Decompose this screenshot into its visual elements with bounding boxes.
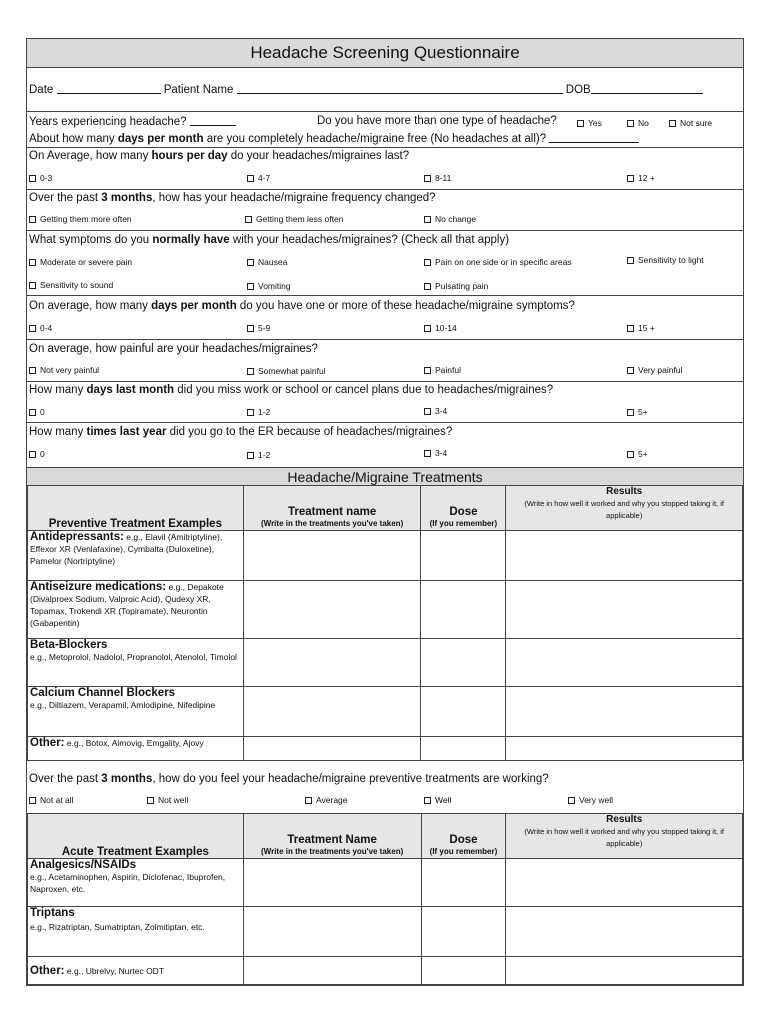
acute-col-dose: Dose (If you remember) xyxy=(421,814,506,859)
missed-option-5-plus[interactable]: 5+ xyxy=(627,407,648,417)
dose-cell[interactable] xyxy=(421,737,506,761)
pain-option-not-very[interactable]: Not very painful xyxy=(29,365,99,375)
preventive-col-examples: Preventive Treatment Examples xyxy=(28,486,244,531)
date-label: Date xyxy=(29,84,54,96)
preventive-row-antidepressants: Antidepressants: e.g., Elavil (Amitriptyline), Effexor XR (Venlafaxine), Cymbalta (Duloxetine), Pamelor (Nortriptyline) xyxy=(28,531,244,581)
acute-col-treatment: Treatment Name (Write in the treatments you've taken) xyxy=(243,814,421,859)
treatment-name-cell[interactable] xyxy=(243,531,421,581)
preventive-table xyxy=(27,485,743,761)
missed-option-3-4[interactable]: 3-4 xyxy=(424,406,447,416)
hours-option-12-plus[interactable]: 12 + xyxy=(627,173,655,183)
types-option-not-sure[interactable]: Not sure xyxy=(669,118,712,128)
days-symptoms-option-10-14[interactable]: 10-14 xyxy=(424,323,457,333)
table-row xyxy=(28,957,743,985)
acute-col-examples: Acute Treatment Examples xyxy=(28,814,244,859)
hours-question: On Average, how many hours per day do your headaches/migraines last? xyxy=(29,150,410,162)
er-visits-question: How many times last year did you go to the ER because of headaches/migraines? xyxy=(29,426,453,438)
preventive-header-row xyxy=(28,486,743,531)
results-cell[interactable] xyxy=(506,581,743,639)
acute-col-results: Results (Write in how well it worked and why you stopped taking it, if applicable) xyxy=(506,814,743,859)
table-row xyxy=(28,581,743,639)
symptom-moderate-severe-pain[interactable]: Moderate or severe pain xyxy=(29,257,132,267)
years-question: Years experiencing headache? xyxy=(29,115,236,128)
effect-option-average[interactable]: Average xyxy=(305,795,348,805)
symptom-one-side-pain[interactable]: Pain on one side or in specific areas xyxy=(424,257,572,267)
questionnaire-form xyxy=(26,38,744,986)
table-row xyxy=(28,907,743,957)
dob-field[interactable] xyxy=(591,83,703,94)
results-cell[interactable] xyxy=(506,957,743,985)
effect-option-not-well[interactable]: Not well xyxy=(147,795,188,805)
symptom-sensitivity-sound[interactable]: Sensitivity to sound xyxy=(29,280,113,290)
patient-name-field[interactable] xyxy=(237,83,563,94)
dose-cell[interactable] xyxy=(421,859,506,907)
dose-cell[interactable] xyxy=(421,687,506,737)
date-field[interactable] xyxy=(57,83,161,94)
pain-question: On average, how painful are your headaches/migraines? xyxy=(29,343,318,355)
table-row xyxy=(28,859,743,907)
results-cell[interactable] xyxy=(506,687,743,737)
preventive-col-treatment: Treatment name (Write in the treatments you've taken) xyxy=(243,486,421,531)
symptom-pulsating-pain[interactable]: Pulsating pain xyxy=(424,281,488,291)
headache-free-question: About how many days per month are you completely headache/migraine free (No headaches at all)? xyxy=(29,132,639,145)
preventive-row-beta-blockers: Beta-Blockers e.g., Metoprolol, Nadolol, Propranolol, Atenolol, Timolol xyxy=(28,639,244,687)
er-option-3-4[interactable]: 3-4 xyxy=(424,448,447,458)
form-title: Headache Screening Questionnaire xyxy=(27,39,743,68)
dose-cell[interactable] xyxy=(421,581,506,639)
symptom-vomiting[interactable]: Vomiting xyxy=(247,281,291,291)
results-cell[interactable] xyxy=(506,907,743,957)
missed-option-0[interactable]: 0 xyxy=(29,407,45,417)
pain-option-very[interactable]: Very painful xyxy=(627,365,682,375)
results-cell[interactable] xyxy=(506,639,743,687)
preventive-row-other: Other: e.g., Botox, Aimovig, Emgality, Ajovy xyxy=(28,737,244,761)
days-symptoms-option-15-plus[interactable]: 15 + xyxy=(627,323,655,333)
days-symptoms-option-5-9[interactable]: 5-9 xyxy=(247,323,270,333)
results-cell[interactable] xyxy=(506,859,743,907)
frequency-option-no-change[interactable]: No change xyxy=(424,214,476,224)
er-option-1-2[interactable]: 1-2 xyxy=(247,450,270,460)
headache-free-field[interactable] xyxy=(549,132,639,143)
frequency-option-more[interactable]: Getting them more often xyxy=(29,214,132,224)
table-row xyxy=(28,737,743,761)
preventive-row-calcium-channel: Calcium Channel Blockers e.g., Diltiazem, Verapamil, Amlodipine, Nifedipine xyxy=(28,687,244,737)
dob-label: DOB xyxy=(565,84,591,96)
dose-cell[interactable] xyxy=(421,907,506,957)
effect-option-very-well[interactable]: Very well xyxy=(568,795,613,805)
frequency-option-less[interactable]: Getting them less often xyxy=(245,214,343,224)
types-option-no[interactable]: No xyxy=(627,118,649,128)
results-cell[interactable] xyxy=(506,531,743,581)
symptoms-question: What symptoms do you normally have with your headaches/migraines? (Check all that apply) xyxy=(29,234,510,246)
treatments-section-title: Headache/Migraine Treatments xyxy=(27,467,743,487)
patient-name-label: Patient Name xyxy=(163,84,234,96)
hours-option-0-3[interactable]: 0-3 xyxy=(29,173,52,183)
types-question: Do you have more than one type of headache? xyxy=(317,115,557,127)
treatment-name-cell[interactable] xyxy=(243,687,421,737)
pain-option-somewhat[interactable]: Somewhat painful xyxy=(247,366,326,376)
pain-option-painful[interactable]: Painful xyxy=(424,365,461,375)
missed-option-1-2[interactable]: 1-2 xyxy=(247,407,270,417)
dose-cell[interactable] xyxy=(421,639,506,687)
hours-option-4-7[interactable]: 4-7 xyxy=(247,173,270,183)
treatment-name-cell[interactable] xyxy=(243,737,421,761)
preventive-effect-question: Over the past 3 months, how do you feel your headache/migraine preventive treatments are working? xyxy=(29,773,549,785)
table-row xyxy=(28,531,743,581)
treatment-name-cell[interactable] xyxy=(243,907,421,957)
acute-row-analgesics: Analgesics/NSAIDs e.g., Acetaminophen, Aspirin, Diclofenac, Ibuprofen, Naproxen, etc. xyxy=(28,859,244,907)
effect-option-well[interactable]: Well xyxy=(424,795,451,805)
dose-cell[interactable] xyxy=(421,957,506,985)
years-field[interactable] xyxy=(190,115,236,126)
treatment-name-cell[interactable] xyxy=(243,859,421,907)
preventive-col-results: Results (Write in how well it worked and why you stopped taking it, if applicable) xyxy=(506,486,743,531)
days-symptoms-option-0-4[interactable]: 0-4 xyxy=(29,323,52,333)
preventive-row-antiseizure: Antiseizure medications: e.g., Depakote (Divalproex Sodium, Valproic Acid), Qudexy XR, Topamax, Trokendi XR (Topiramate), Neurontin (Gabapentin) xyxy=(28,581,244,639)
days-symptoms-question: On average, how many days per month do you have one or more of these headache/migraine symptoms? xyxy=(29,300,575,312)
symptom-sensitivity-light[interactable]: Sensitivity to light xyxy=(627,255,704,265)
dose-cell[interactable] xyxy=(421,531,506,581)
header-row xyxy=(29,83,703,96)
effect-option-not-at-all[interactable]: Not at all xyxy=(29,795,74,805)
er-option-0[interactable]: 0 xyxy=(29,449,45,459)
acute-row-triptans: Triptans e.g., Rizatriptan, Sumatriptan, Zolmitiptan, etc. xyxy=(28,907,244,957)
results-cell[interactable] xyxy=(506,737,743,761)
preventive-col-dose: Dose (If you remember) xyxy=(421,486,506,531)
er-option-5-plus[interactable]: 5+ xyxy=(627,449,648,459)
frequency-question: Over the past 3 months, how has your headache/migraine frequency changed? xyxy=(29,192,436,204)
types-option-yes[interactable]: Yes xyxy=(577,118,602,128)
acute-row-other: Other: e.g., Ubrelvy, Nurtec ODT xyxy=(28,957,244,985)
table-row xyxy=(28,639,743,687)
hours-option-8-11[interactable]: 8-11 xyxy=(424,173,451,183)
treatment-name-cell[interactable] xyxy=(243,581,421,639)
missed-days-question: How many days last month did you miss work or school or cancel plans due to headaches/migraines? xyxy=(29,384,554,396)
acute-table xyxy=(27,813,743,985)
symptom-nausea[interactable]: Nausea xyxy=(247,257,287,267)
treatment-name-cell[interactable] xyxy=(243,639,421,687)
table-row xyxy=(28,687,743,737)
acute-header-row xyxy=(28,814,743,859)
treatment-name-cell[interactable] xyxy=(243,957,421,985)
